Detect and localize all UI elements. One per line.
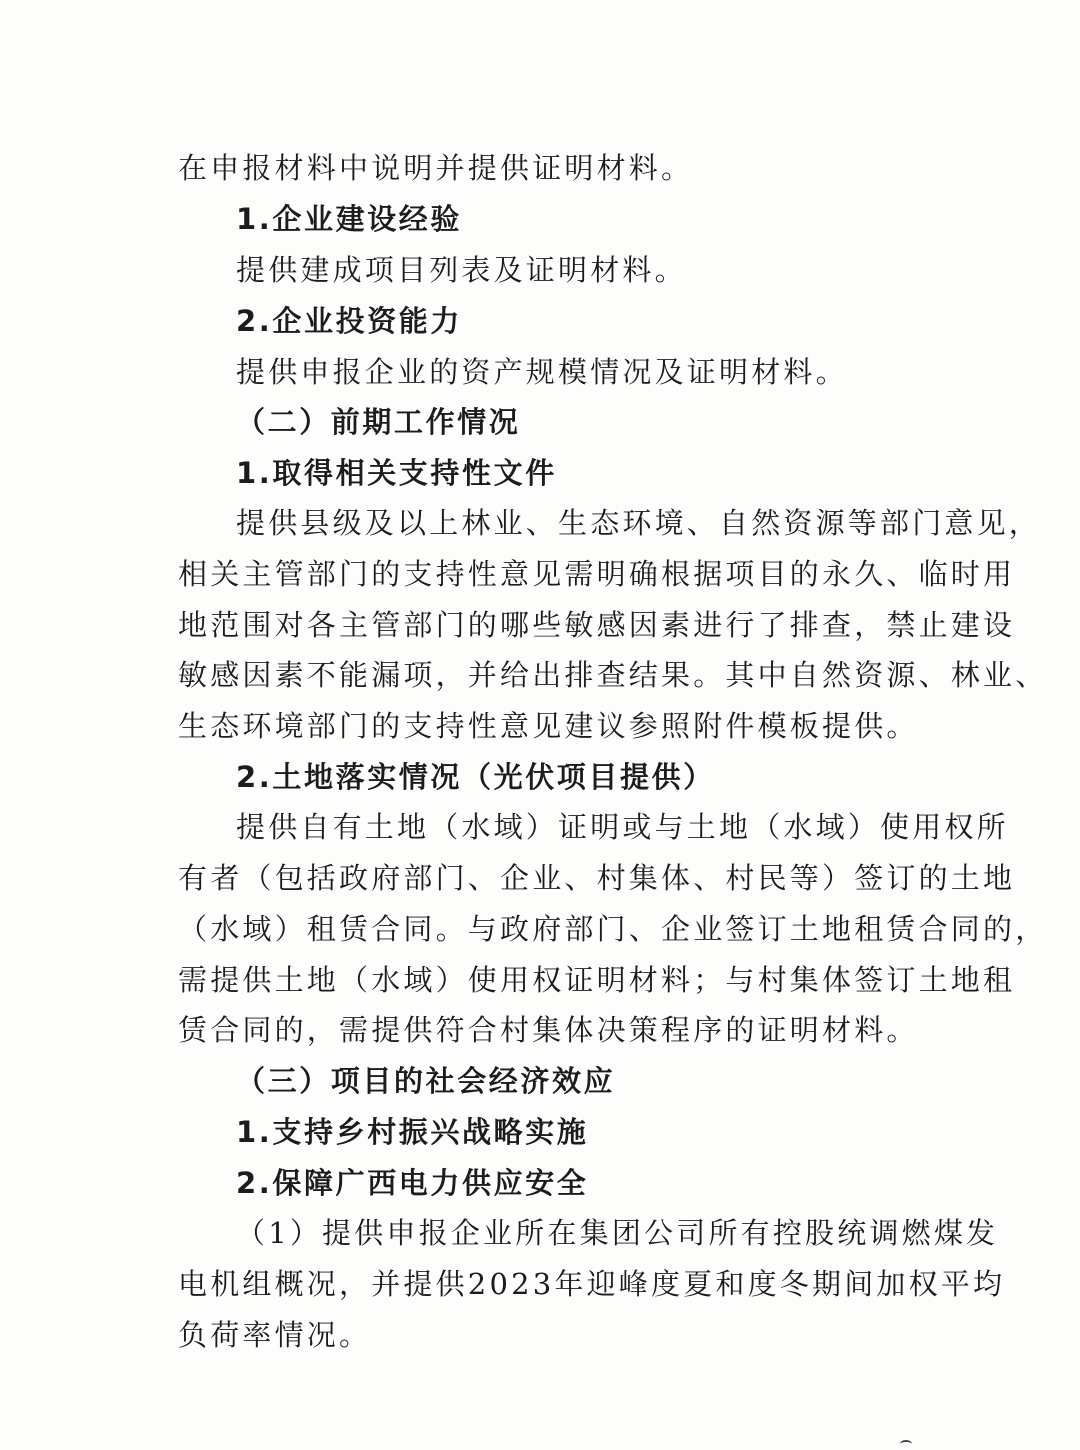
paragraph-line: 生态环境部门的支持性意见建议参照附件模板提供。: [178, 709, 919, 743]
section-heading: 1.支持乡村振兴战略实施: [236, 1115, 589, 1149]
chapter-heading: （二）前期工作情况: [236, 405, 521, 439]
section-heading: 2.保障广西电力供应安全: [236, 1166, 589, 1200]
paragraph-line: 需提供土地（水域）使用权证明材料；与村集体签订土地租: [178, 963, 1016, 997]
paragraph-line: 提供申报企业的资产规模情况及证明材料。: [236, 355, 848, 389]
paragraph-line: 负荷率情况。: [178, 1318, 372, 1352]
paragraph-line: 电机组概况，并提供2023年迎峰度夏和度冬期间加权平均: [178, 1267, 1006, 1301]
paragraph-line: 在申报材料中说明并提供证明材料。: [178, 151, 694, 185]
chapter-heading: （三）项目的社会经济效应: [236, 1064, 616, 1098]
paragraph-line: 提供自有土地（水域）证明或与土地（水域）使用权所: [236, 810, 1009, 844]
section-heading: 2.企业投资能力: [236, 304, 462, 338]
paragraph-line: 相关主管部门的支持性意见需明确根据项目的永久、临时用: [178, 557, 1016, 591]
section-heading: 1.企业建设经验: [236, 202, 462, 236]
section-heading: 1.取得相关支持性文件: [236, 456, 557, 490]
section-heading: 2.土地落实情况（光伏项目提供）: [236, 760, 715, 794]
paragraph-line: 地范围对各主管部门的哪些敏感因素进行了排查，禁止建设: [178, 608, 1016, 642]
paragraph-line: 提供建成项目列表及证明材料。: [236, 253, 687, 287]
paragraph-line: 赁合同的，需提供符合村集体决策程序的证明材料。: [178, 1013, 919, 1047]
paragraph-line: 敏感因素不能漏项，并给出排查结果。其中自然资源、林业、: [178, 658, 1048, 692]
scan-mark-icon: [900, 1440, 912, 1448]
paragraph-line: （1）提供申报企业所在集团公司所有控股统调燃煤发: [236, 1216, 999, 1250]
paragraph-line: 提供县级及以上林业、生态环境、自然资源等部门意见，: [236, 506, 1042, 540]
paragraph-line: 有者（包括政府部门、企业、村集体、村民等）签订的土地: [178, 861, 1016, 895]
paragraph-line: （水域）租赁合同。与政府部门、企业签订土地租赁合同的，: [178, 912, 1048, 946]
